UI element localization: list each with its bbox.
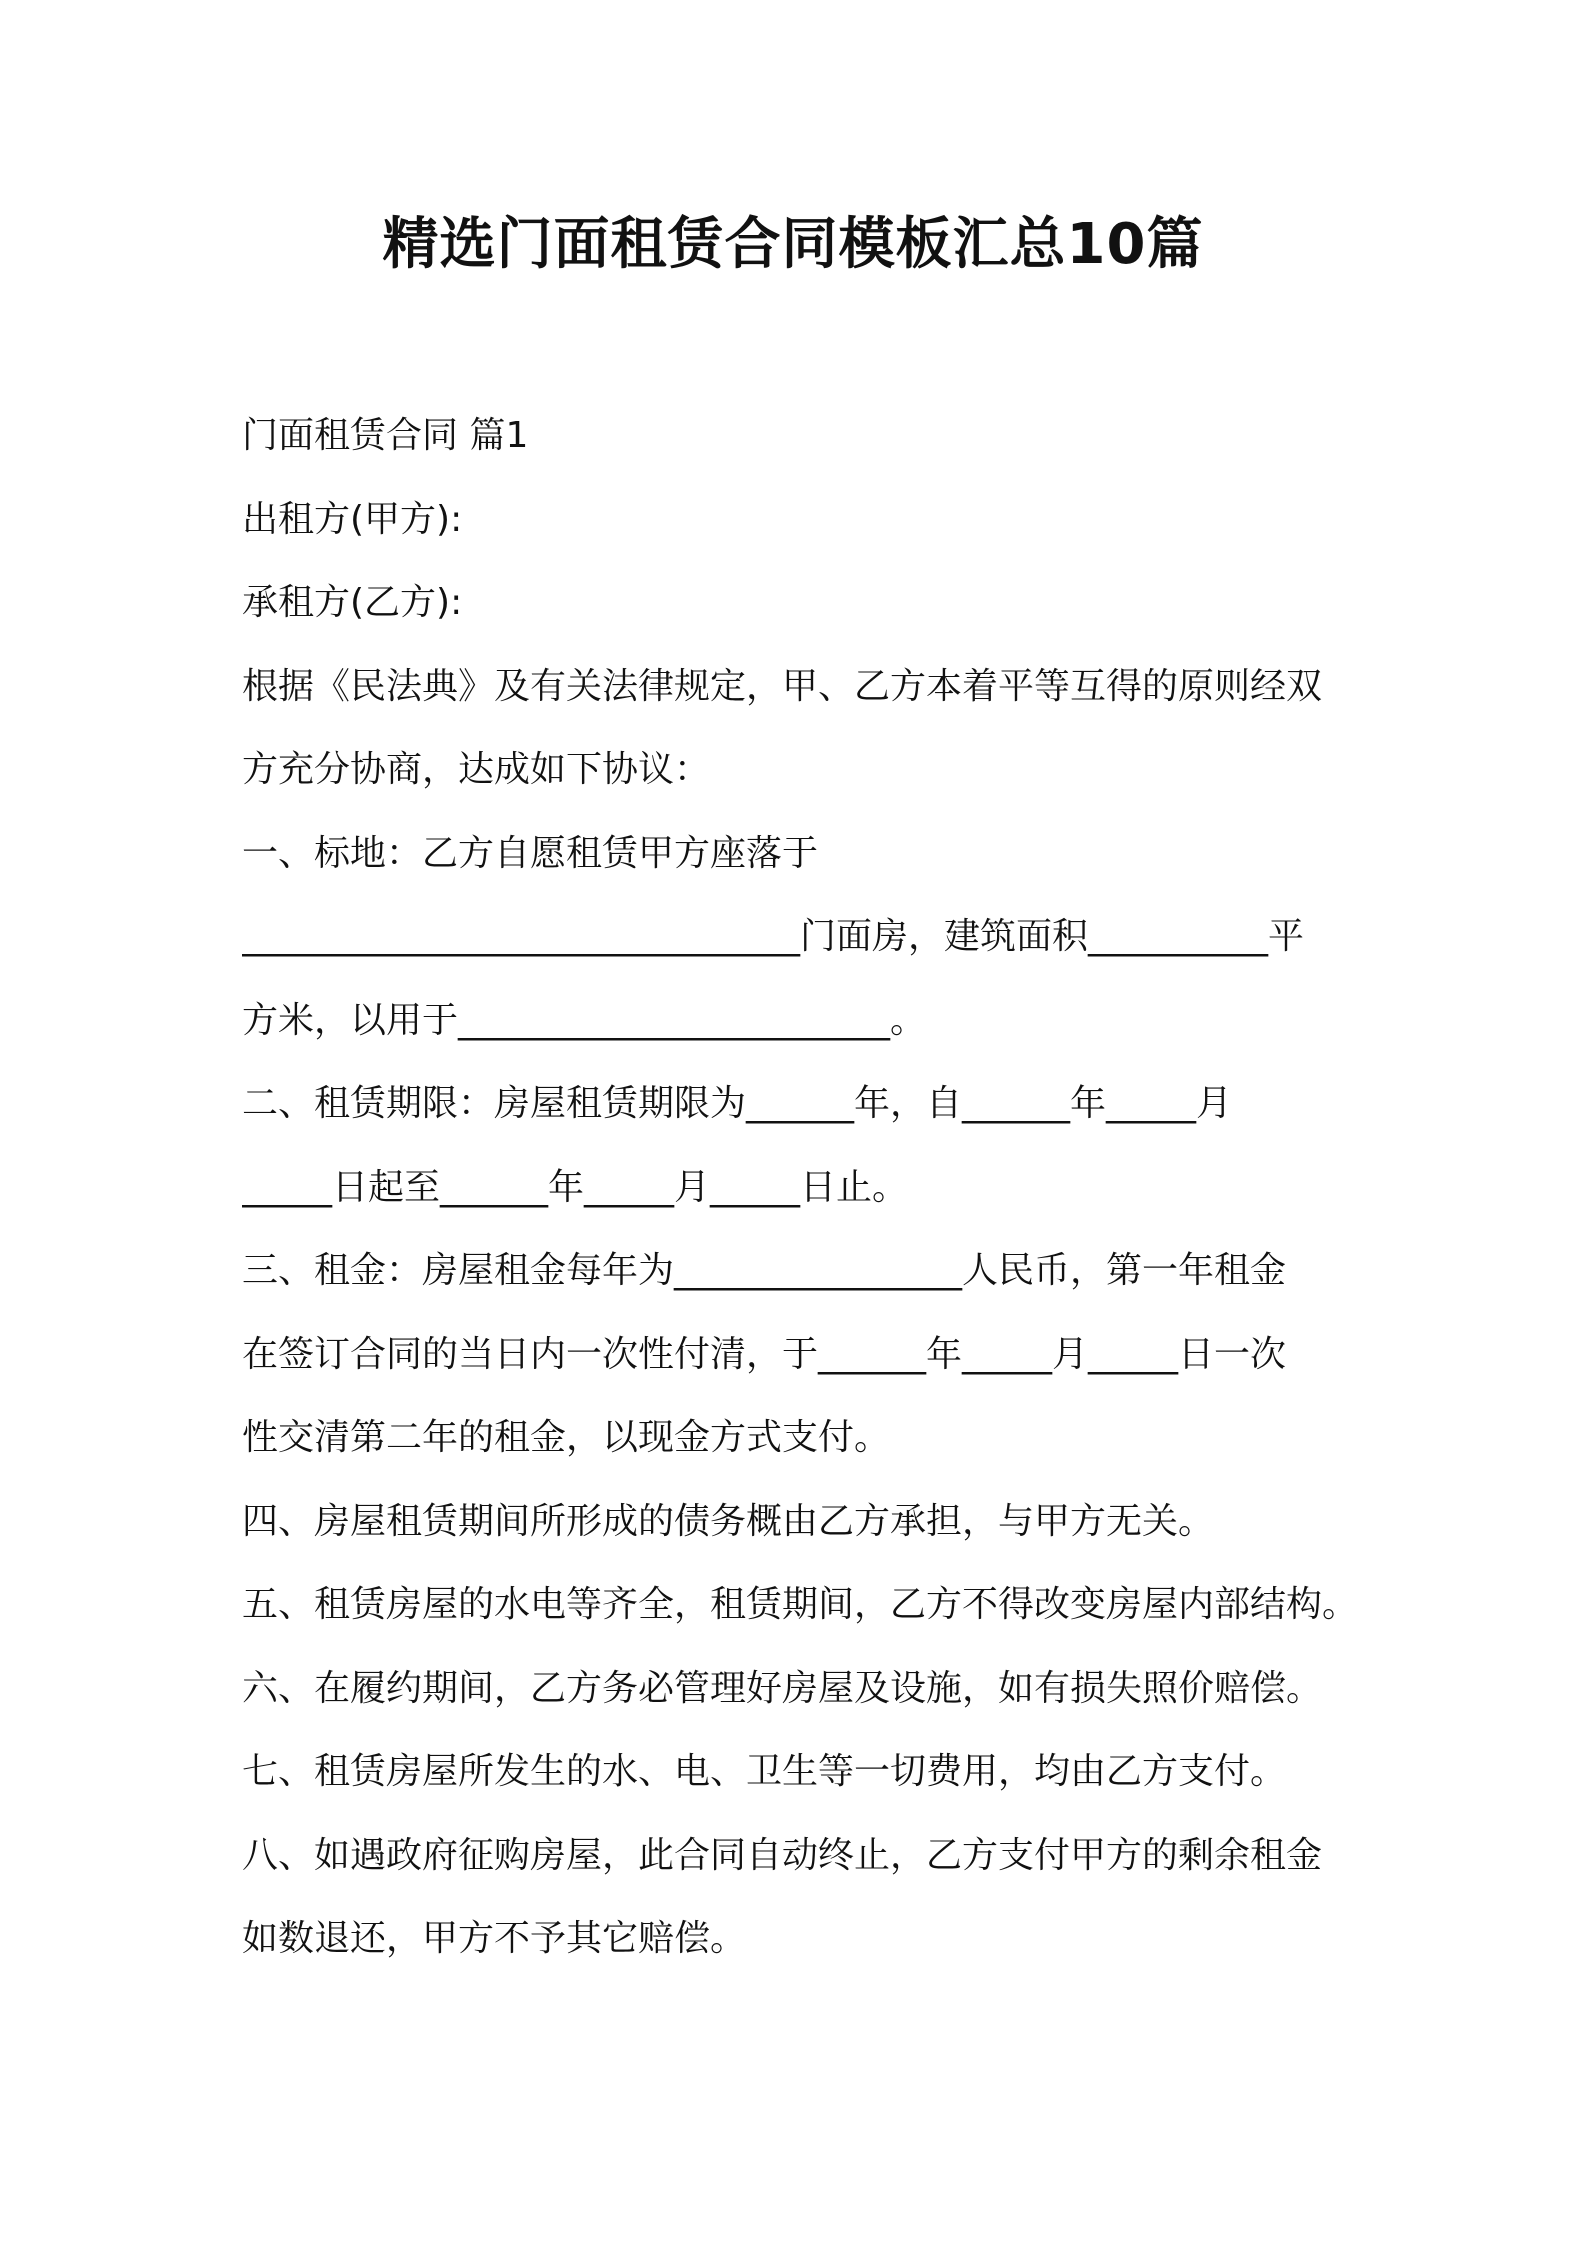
clause-5: 五、租赁房屋的水电等齐全，租赁期间，乙方不得改变房屋内部结构。 [242, 1584, 1359, 1625]
clause-4: 四、房屋租赁期间所形成的债务概由乙方承担，与甲方无关。 [242, 1500, 1215, 1542]
document-title: 精选门面租赁合同模板汇总10篇 [382, 212, 1204, 277]
clause-6: 六、在履约期间，乙方务必管理好房屋及设施，如有损失照价赔偿。 [242, 1667, 1323, 1709]
preamble-line-2: 方充分协商，达成如下协议： [242, 749, 711, 790]
clause-2-line-2: _____日起至______年_____月_____日止。 [242, 1166, 909, 1208]
clause-7: 七、租赁房屋所发生的水、电、卫生等一切费用，均由乙方支付。 [242, 1751, 1287, 1792]
clause-8-line-2: 如数退还，甲方不予其它赔偿。 [242, 1918, 747, 1959]
clause-3-line-3: 性交清第二年的租金，以现金方式支付。 [242, 1417, 891, 1458]
clause-1-line-2: _______________________________门面房，建筑面积__________平 [242, 916, 1305, 957]
section-heading: 门面租赁合同 篇1 [242, 415, 529, 456]
clause-3-line-1: 三、租金：房屋租金每年为________________人民币，第一年租金 [242, 1250, 1287, 1291]
clause-2-line-1: 二、租赁期限：房屋租赁期限为______年，自______年_____月 [242, 1083, 1233, 1124]
preamble-line-1: 根据《民法典》及有关法律规定，甲、乙方本着平等互得的原则经双 [242, 665, 1323, 707]
clause-1-line-1: 一、标地：乙方自愿租赁甲方座落于 [242, 832, 819, 874]
lessee-line: 承租方(乙方): [242, 582, 463, 623]
document-body [242, 394, 1362, 1981]
clause-3-line-2: 在签订合同的当日内一次性付清，于______年_____月_____日一次 [242, 1333, 1287, 1375]
clause-8-line-1: 八、如遇政府征购房屋，此合同自动终止，乙方支付甲方的剩余租金 [242, 1834, 1323, 1876]
clause-1-line-3: 方米，以用于________________________。 [242, 999, 927, 1041]
lessor-line: 出租方(甲方): [242, 498, 463, 540]
